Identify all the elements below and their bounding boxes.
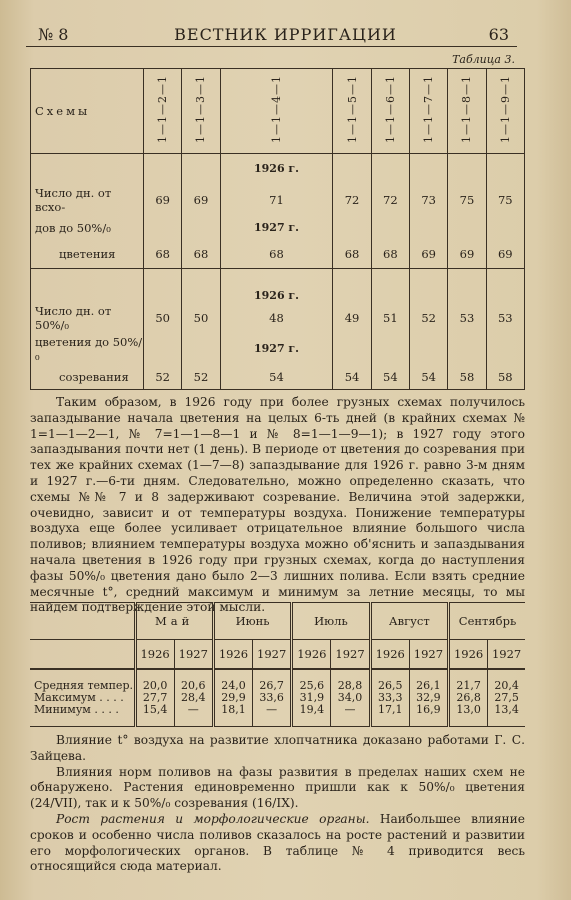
table-temperature — [30, 602, 525, 727]
section-heading: Рост растения и морфологические органы. — [56, 811, 370, 826]
year-label: 1926 г. — [220, 153, 333, 184]
row-label: цветения — [59, 247, 116, 261]
scheme-header: 1—1—9—1 — [486, 69, 524, 154]
data-rows: Средняя темпер. Максимум . . . . Минимум . . . . 20,0 27,7 15,4 20,6 28,4 — 24,0 29,9 18,1 26,7 33,6 — 25,6 31,9 19,4 28,8 34,0 — 26,5 33,3 17,1 26,1 32,9 16,9 21,7 26,8 13,0 20,4 27,5 13,4 — [30, 669, 525, 727]
table-row — [31, 153, 525, 184]
scheme-header: 1—1—2—1 — [144, 69, 182, 154]
month-header: Июнь — [213, 603, 291, 640]
page-header — [0, 22, 571, 48]
body-text-1 — [30, 395, 525, 616]
year-label: 1926 г. — [220, 269, 333, 302]
row-label: Минимум . . . . — [34, 703, 119, 716]
row-label: дов до 50%/₀ — [35, 220, 111, 235]
scheme-header: 1—1—3—1 — [182, 69, 220, 154]
month-header: Сентябрь — [449, 603, 526, 640]
scheme-header: 1—1—5—1 — [333, 69, 371, 154]
months-row — [30, 603, 525, 640]
table-row — [31, 215, 525, 239]
scheme-header: 1—1—8—1 — [448, 69, 486, 154]
table-3-header-row — [31, 69, 525, 154]
table-3-label: Таблица 3. — [452, 53, 515, 66]
row-label: созревания — [59, 369, 129, 384]
month-header: Август — [370, 603, 448, 640]
paragraph: Влияние t° воздуха на развитие хлопчатника доказано работами Г. С. Зайцева. — [30, 733, 525, 763]
row-label: Максимум . . . . — [34, 691, 124, 704]
scheme-header: 1—1—6—1 — [371, 69, 409, 154]
row-label: цветения до 50%/₀ — [35, 334, 143, 363]
year-label: 1927 г. — [220, 215, 333, 239]
month-header: Июль — [292, 603, 370, 640]
table-row — [31, 333, 525, 364]
row-label: Число дн. от всхо- — [35, 185, 112, 214]
paragraph: Влияния норм поливов на фазы развития в пределах наших схем не обнаружено. Растения единовременно пришли как к 50%/₀ цветения (24/VII), так и к 50%/₀ созревания (16/IX). — [30, 764, 525, 811]
year-label: 1927 г. — [220, 333, 333, 364]
month-header: Май — [135, 603, 213, 640]
body-text-2 — [30, 733, 525, 875]
paragraph: Рост растения и морфологические органы. Наибольшее влияние сроков и особенно числа поливов сказалось на росте растений и развитии его морфологических органов. В таблице № 4 приводится весь относящийся сюда материал. — [30, 811, 525, 874]
header-rule — [26, 46, 517, 47]
page-number: 63 — [488, 25, 509, 44]
table-row — [31, 269, 525, 302]
table-3 — [30, 68, 525, 390]
table-row: Число дн. от 50%/₀ 50 50 48 49 51 52 53 53 — [31, 302, 525, 333]
paragraph: Таким образом, в 1926 году при более грузных схемах получилось запаздывание начала цветения на целых 6-ть дней (в крайних схемах № 1=1—1—2—1, № 7=1—1—8—1 и № 8=1—1—9—1); в 1927 году этого запаздывания почти нет (1 день). В периоде от цветения до созревания при тех же крайних схемах (1—7—8) запаздывание для 1926 г. равно 3-м дням и 1927 г.—6-ти дням. Следовательно, можно определенно сказать, что схемы №№ 7 и 8 задерживают созревание. Величина этой задержки, очевидно, зависит и от температуры воздуха. Понижение температуры воздуха еще более усиливает отрицательное влияние большого числа поливов; влиянием температуры воздуха можно об'яснить и запаздывания начала цветения в 1926 году при грузных схемах, когда до наступления фазы 50%/₀ цветения дано было 2—3 лишних полива. Если взять средние месячные t°, средний максимум и минимум за летние месяцы, то мы найдем подтверждение этой мысли. — [30, 395, 525, 615]
schemes-header: Схемы — [31, 69, 144, 154]
table-row: цветения 68 68 68 68 68 69 69 69 — [31, 240, 525, 269]
row-label: Средняя темпер. — [34, 679, 133, 692]
journal-title: ВЕСТНИК ИРРИГАЦИИ — [174, 25, 397, 44]
years-row: 1926 1927 1926 1927 1926 1927 1926 1927 1926 1927 — [30, 640, 525, 670]
table-row: Число дн. от всхо- 69 69 71 72 72 73 75 75 — [31, 184, 525, 215]
table-row: созревания 52 52 54 54 54 54 58 58 — [31, 364, 525, 389]
issue-number: № 8 — [38, 25, 69, 44]
row-label: Число дн. от 50%/₀ — [35, 303, 112, 332]
scheme-header: 1—1—4—1 — [220, 69, 333, 154]
scheme-header: 1—1—7—1 — [409, 69, 447, 154]
